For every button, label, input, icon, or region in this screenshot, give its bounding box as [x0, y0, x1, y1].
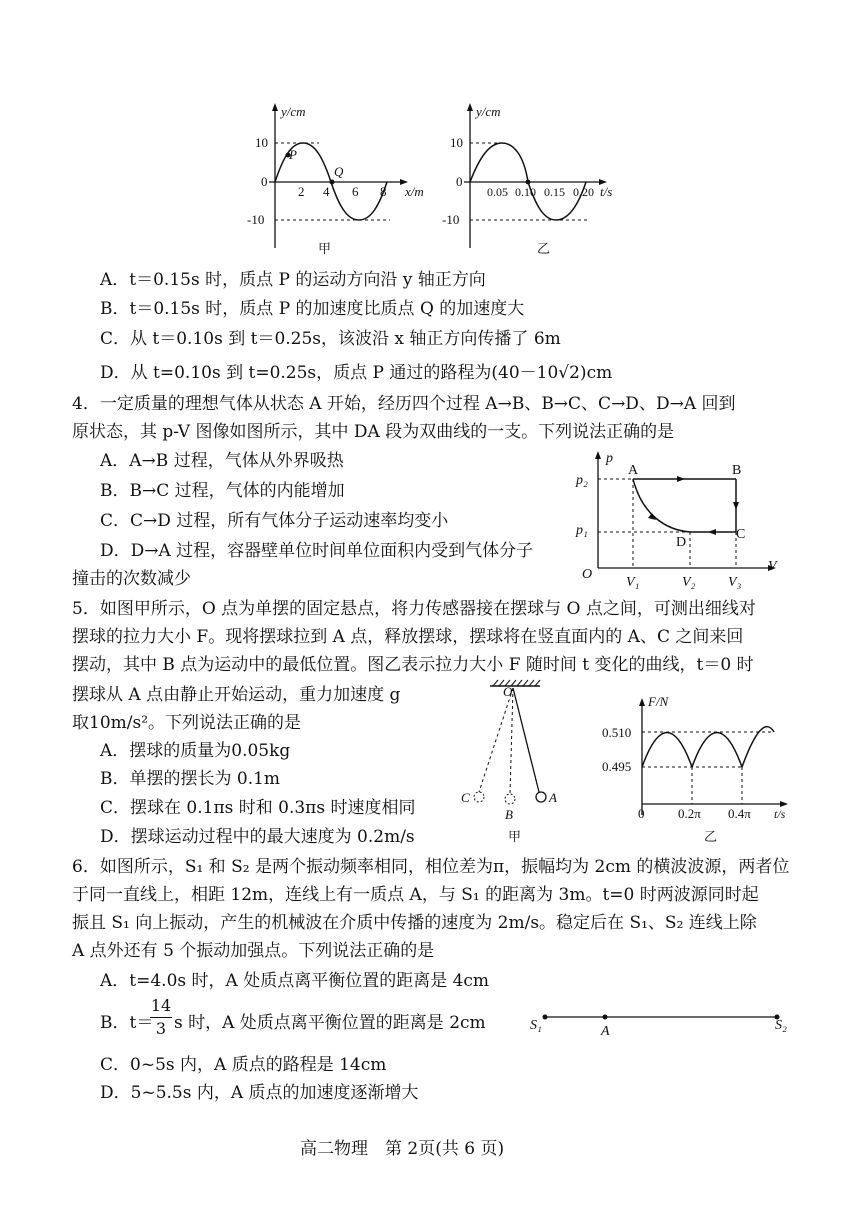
q3-option-c: C．从 t＝0.10s 到 t＝0.25s，该波沿 x 轴正方向传播了 6m — [100, 329, 561, 349]
s1-label: S₁ — [530, 1018, 542, 1033]
pivot-o-label: O — [503, 684, 513, 699]
q5-caption-jia: 甲 — [508, 830, 522, 845]
q6-option-b-fraction — [150, 996, 172, 1039]
q3-vibration-graph-yi — [440, 98, 630, 258]
p-axis-label: p — [606, 451, 613, 466]
s2-label: S₂ — [775, 1018, 787, 1033]
y-tick: 10 — [255, 135, 268, 150]
x-tick: 0.4π — [728, 806, 751, 821]
y-axis-label: F/N — [648, 694, 669, 709]
y-tick: -10 — [247, 212, 265, 227]
q6-source-line-figure — [525, 1005, 800, 1040]
point-q-label: Q — [334, 164, 344, 179]
q4-option-b: B．B→C 过程，气体的内能增加 — [100, 481, 345, 501]
q3-caption-yi: 乙 — [537, 242, 551, 257]
v2-label: V₂ — [682, 575, 696, 590]
x-tick: 4 — [323, 184, 330, 199]
q6-stem-line4: A 点外还有 5 个振动加强点。下列说法正确的是 — [72, 941, 435, 961]
x-tick: 8 — [380, 184, 387, 199]
x-tick: 0.15 — [544, 185, 565, 199]
point-c-label: C — [461, 790, 470, 805]
q4-option-d-cont: 撞击的次数减少 — [72, 569, 191, 589]
q6-stem-line3: 振且 S₁ 向上振动，产生的机械波在介质中传播的速度为 2m/s。稳定后在 S₁、S₂ 连线上除 — [72, 913, 757, 933]
x-tick: 0.20 — [573, 185, 594, 199]
point-a-label: A — [549, 790, 557, 805]
q3-wave-graph-jia — [245, 98, 435, 258]
x-tick: 0 — [638, 806, 645, 821]
a-label: A — [601, 1024, 610, 1039]
q3-option-a: A．t＝0.15s 时，质点 P 的运动方向沿 y 轴正方向 — [100, 270, 486, 290]
q6-option-a: A．t=4.0s 时，A 处质点离平衡位置的距离是 4cm — [100, 971, 490, 991]
x-tick: 0.2π — [678, 806, 701, 821]
point-q — [330, 180, 335, 185]
fraction-denominator: 3 — [155, 1019, 167, 1038]
y-tick: 10 — [450, 135, 463, 150]
q5-option-b: B．单摆的摆长为 0.1m — [100, 769, 281, 789]
x-tick: 0.10 — [515, 185, 536, 199]
q4-stem-line2: 原状态，其 p-V 图像如图所示，其中 DA 段为双曲线的一支。下列说法正确的是 — [72, 422, 675, 442]
y-axis-label: y/cm — [476, 104, 501, 119]
q6-option-c: C．0~5s 内，A 质点的路程是 14cm — [100, 1055, 387, 1075]
y-tick: 0 — [261, 174, 268, 189]
q5-stem-line1: 5．如图甲所示，O 点为单摆的固定悬点，将力传感器接在摆球与 O 点之间，可测出细线对 — [72, 599, 756, 619]
state-b: B — [732, 463, 742, 478]
q5-caption-yi: 乙 — [704, 830, 718, 845]
x-tick: 2 — [298, 184, 305, 199]
q3-caption-jia: 甲 — [318, 242, 332, 257]
q4-option-c: C．C→D 过程，所有气体分子运动速率均变小 — [100, 511, 449, 531]
q4-pv-diagram — [570, 448, 790, 590]
p2-label: p₂ — [576, 473, 588, 488]
v3-label: V₃ — [728, 575, 742, 590]
q5-stem-line3: 摆动，其中 B 点为运动中的最低位置。图乙表示拉力大小 F 随时间 t 变化的曲线，t＝0 时 — [72, 655, 754, 675]
x-axis-label: x/m — [405, 184, 424, 199]
state-a: A — [628, 463, 639, 478]
state-d: D — [676, 535, 687, 550]
q4-stem-line1: 4．一定质量的理想气体从状态 A 开始，经历四个过程 A→B、B→C、C→D、D→A 回到 — [72, 394, 736, 414]
q4-option-d: D．D→A 过程，容器壁单位时间单位面积内受到气体分子 — [100, 541, 534, 561]
y-axis-label: y/cm — [281, 104, 306, 119]
y-tick: -10 — [442, 212, 460, 227]
q6-option-d: D．5~5.5s 内，A 质点的加速度逐渐增大 — [100, 1083, 419, 1103]
q5-option-a: A．摆球的质量为0.05kg — [100, 741, 291, 761]
point-p-label: P — [289, 147, 297, 162]
page-footer: 高二物理 第 2页(共 6 页) — [300, 1139, 505, 1159]
q3-option-d: D．从 t=0.10s 到 t=0.25s，质点 P 通过的路程为(40－10√2)cm — [100, 363, 613, 383]
x-axis-label: t/s — [774, 807, 786, 821]
y-tick: 0 — [456, 174, 463, 189]
q6-option-b-prefix: B．t＝ — [100, 1013, 154, 1033]
q4-option-a: A．A→B 过程，气体从外界吸热 — [100, 451, 344, 471]
state-c: C — [736, 527, 746, 542]
q5-stem-line2: 摆球的拉力大小 F。现将摆球拉到 A 点，释放摆球，摆球将在竖直面内的 A、C 之间来回 — [72, 627, 744, 647]
x-tick: 0.05 — [487, 185, 508, 199]
q6-stem-line2: 于同一直线上，相距 12m，连线上有一质点 A，与 S₁ 的距离为 3m。t=0 时两波源同时起 — [72, 885, 759, 905]
q5-option-c: C．摆球在 0.1πs 时和 0.3πs 时速度相同 — [100, 798, 416, 818]
v-axis-label: V — [768, 559, 777, 574]
q6-option-b-suffix: s 时，A 处质点离平衡位置的距离是 2cm — [174, 1013, 486, 1033]
q5-option-d: D．摆球运动过程中的最大速度为 0.2m/s — [100, 827, 415, 847]
x-axis-label: t/s — [600, 184, 613, 199]
y-tick: 0.510 — [602, 725, 632, 740]
q6-stem-line1: 6．如图所示，S₁ 和 S₂ 是两个振动频率相同，相位差为π，振幅均为 2cm 的横波波源，两者位 — [72, 857, 790, 877]
v1-label: V₁ — [626, 575, 640, 590]
q5-stem-line5: 取10m/s²。下列说法正确的是 — [72, 713, 302, 733]
x-tick: 6 — [352, 184, 359, 199]
point-b-label: B — [505, 807, 513, 822]
q5-force-time-graph — [598, 690, 798, 830]
p1-label: p₁ — [576, 523, 588, 538]
q3-option-b: B．t＝0.15s 时，质点 P 的加速度比质点 Q 的加速度大 — [100, 299, 525, 319]
y-tick: 0.495 — [602, 759, 632, 774]
q5-stem-line4: 摆球从 A 点由静止开始运动，重力加速度 g — [72, 685, 401, 705]
fraction-numerator: 14 — [150, 996, 172, 1015]
origin-label: O — [582, 567, 593, 582]
q5-pendulum-figure — [455, 676, 575, 836]
